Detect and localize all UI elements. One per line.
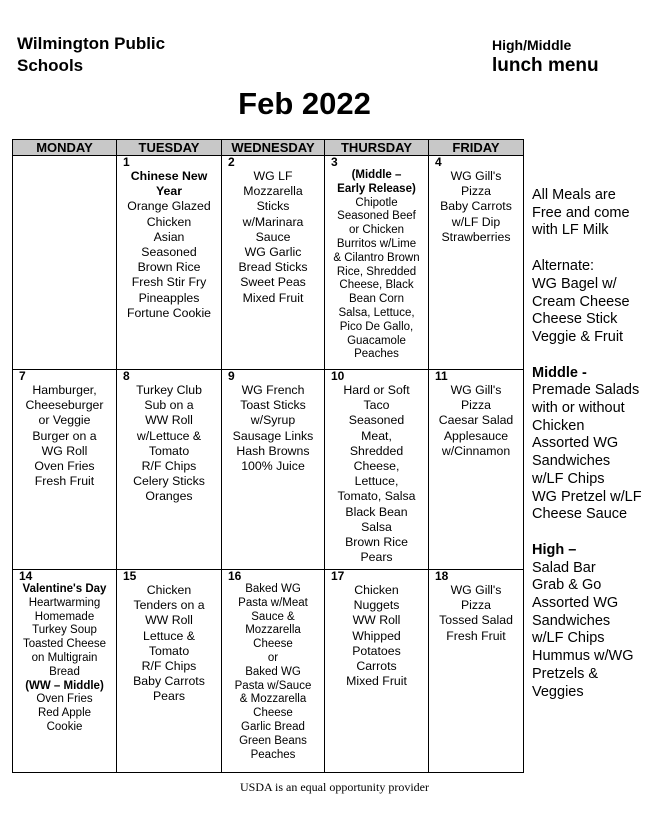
menu-item: Cookie — [46, 720, 83, 733]
menu-item: Fortune Cookie — [126, 305, 212, 320]
day-menu — [13, 570, 116, 735]
day-number: 9 — [228, 370, 235, 383]
weekday-header: MONDAY — [13, 140, 117, 156]
menu-item: Peaches — [250, 748, 296, 761]
menu-item: Chinese New — [130, 169, 208, 183]
menu-item: WW Roll — [145, 413, 193, 428]
menu-item: Pizza — [460, 184, 492, 199]
menu-type-line1: High/Middle — [492, 37, 572, 53]
menu-item: Baby Carrots — [133, 674, 205, 689]
month-title: Feb 2022 — [238, 86, 371, 121]
menu-item: Guacamole — [347, 334, 406, 347]
menu-item: R/F Chips — [141, 459, 197, 474]
day-number: 7 — [19, 370, 26, 383]
sidebar-line: WG Pretzel w/LF — [532, 488, 642, 505]
menu-item: Mozzarella — [243, 184, 303, 199]
menu-item: Oven Fries — [36, 693, 93, 706]
menu-item: Mozzarella — [245, 624, 301, 637]
menu-item: Oven Fries — [34, 459, 95, 474]
day-cell — [222, 370, 325, 570]
menu-item: Strawberries — [441, 229, 511, 244]
menu-item: Rice, Shredded — [336, 265, 417, 278]
menu-item: & Cilantro Brown — [333, 251, 420, 264]
menu-item: Potatoes — [352, 643, 401, 658]
menu-item: Mixed Fruit — [346, 674, 407, 689]
day-cell — [429, 156, 524, 370]
menu-item: Cheeseburger — [25, 398, 104, 413]
district-name-line1: Wilmington Public — [17, 34, 166, 53]
menu-item: Burger on a — [32, 428, 97, 443]
day-menu — [325, 370, 428, 565]
day-cell — [325, 570, 429, 773]
day-cell — [325, 156, 429, 370]
sidebar-line: with or without — [532, 400, 625, 417]
free-meals-note — [532, 187, 667, 240]
sidebar-line: Veggies — [532, 683, 584, 700]
menu-item: Burritos w/Lime — [336, 237, 417, 250]
day-cell — [13, 370, 117, 570]
sidebar-line: Cheese Sauce — [532, 506, 628, 523]
menu-item: Fresh Fruit — [446, 628, 506, 643]
menu-item: Shredded — [349, 443, 404, 458]
sidebar-line: Veggie & Fruit — [532, 328, 624, 345]
menu-item: Pico De Gallo, — [339, 320, 414, 333]
menu-item: Applesauce — [443, 428, 509, 443]
menu-item: Seasoned Beef — [337, 210, 416, 223]
menu-item: Brown Rice — [345, 535, 408, 550]
menu-item: WG Garlic — [244, 245, 302, 260]
menu-item: Bean Corn — [349, 293, 404, 306]
sidebar-line: Chicken — [532, 417, 585, 434]
day-cell — [117, 370, 222, 570]
menu-item: Nuggets — [353, 598, 400, 613]
day-number: 14 — [19, 570, 33, 583]
day-cell — [429, 570, 524, 773]
day-menu — [13, 370, 116, 489]
sidebar-line: Salad Bar — [532, 559, 596, 576]
menu-item: Salsa — [361, 519, 392, 534]
menu-item: Heartwarming — [28, 596, 101, 609]
day-cell — [13, 570, 117, 773]
high-options — [532, 560, 667, 702]
sidebar-line: Cream Cheese — [532, 293, 630, 310]
sidebar-line: All Meals are — [532, 187, 616, 203]
menu-item: Mixed Fruit — [242, 290, 304, 305]
menu-item: & Mozzarella — [239, 693, 307, 706]
day-cell — [222, 156, 325, 370]
sidebar-line: Alternate: — [532, 258, 595, 275]
menu-item: Pizza — [460, 598, 492, 613]
menu-item: Lettuce, — [354, 474, 399, 489]
menu-item: Sausage Links — [232, 428, 314, 443]
menu-item: Bread — [49, 665, 80, 678]
menu-item: Cheese — [253, 707, 293, 720]
menu-item: Sub on a — [144, 398, 194, 413]
day-menu — [429, 156, 523, 245]
middle-title: Middle - — [532, 364, 587, 381]
sidebar-line: with LF Milk — [532, 222, 609, 239]
menu-item: Garlic Bread — [241, 720, 305, 733]
sidebar-line: w/LF Chips — [532, 630, 605, 647]
menu-item: Chicken — [354, 583, 399, 597]
day-menu — [325, 156, 428, 362]
menu-item: Homemade — [34, 610, 95, 623]
meal-info-sidebar — [532, 187, 667, 701]
menu-item: Celery Sticks — [133, 474, 205, 489]
day-menu — [325, 570, 428, 689]
sidebar-line: Assorted WG — [532, 595, 619, 612]
day-number: 1 — [123, 156, 130, 169]
sidebar-line: Assorted WG — [532, 435, 619, 452]
menu-item: Pasta w/Sauce — [234, 679, 312, 692]
day-menu — [429, 370, 523, 459]
day-number: 3 — [331, 156, 338, 169]
menu-item: Tomato, Salsa — [337, 489, 416, 504]
menu-item: Fresh Fruit — [34, 474, 95, 489]
day-cell — [13, 156, 117, 370]
menu-item: Pears — [152, 689, 186, 704]
sidebar-line: Cheese Stick — [532, 311, 618, 328]
menu-item: w/Marinara — [242, 214, 304, 229]
menu-item: Orange Glazed — [127, 199, 211, 214]
day-number: 11 — [435, 370, 448, 383]
day-menu — [222, 156, 324, 306]
day-cell — [117, 570, 222, 773]
menu-item: Tossed Salad — [439, 613, 513, 628]
menu-type-line2: lunch menu — [492, 55, 599, 76]
menu-item: Sweet Peas — [240, 275, 306, 290]
day-menu — [117, 570, 221, 705]
menu-item: Salsa, Lettuce, — [338, 306, 415, 319]
menu-item: Fresh Stir Fry — [131, 275, 207, 290]
menu-item: WG Gill's — [450, 383, 502, 397]
day-number: 10 — [331, 370, 345, 383]
day-cell — [222, 570, 325, 773]
menu-item: w/Lettuce & — [136, 428, 202, 443]
menu-item: (WW – Middle) — [25, 679, 104, 692]
menu-item: Sticks — [256, 199, 290, 214]
menu-item: Peaches — [354, 348, 399, 361]
menu-item: Caesar Salad — [438, 413, 514, 428]
menu-item: Chicken — [146, 214, 192, 229]
menu-item: Cheese, — [353, 459, 400, 474]
day-number: 15 — [123, 570, 137, 583]
menu-item: w/Cinnamon — [441, 443, 511, 458]
menu-item: Black Bean — [345, 504, 408, 519]
menu-item: (Middle – — [351, 169, 402, 181]
menu-item: Seasoned — [348, 413, 405, 428]
middle-options — [532, 382, 667, 524]
menu-item: Pizza — [460, 398, 492, 413]
day-number: 4 — [435, 156, 442, 169]
sidebar-line: Grab & Go — [532, 577, 602, 594]
menu-item: or Veggie — [38, 413, 91, 428]
menu-item: WG Gill's — [450, 583, 502, 597]
menu-item: Sauce — [255, 229, 291, 244]
menu-item: Tomato — [148, 443, 190, 458]
menu-item: Bread Sticks — [238, 260, 308, 275]
weekday-header-row — [13, 140, 524, 156]
menu-item: WG Gill's — [450, 169, 502, 183]
menu-item: Hash Browns — [236, 443, 310, 458]
day-cell — [429, 370, 524, 570]
sidebar-line: w/LF Chips — [532, 470, 605, 487]
weekday-header: WEDNESDAY — [222, 140, 325, 156]
menu-item: Whipped — [352, 628, 401, 643]
menu-item: Meat, — [361, 428, 392, 443]
menu-item: Lettuce & — [143, 628, 195, 643]
menu-item: Baked WG — [245, 583, 301, 595]
sidebar-line: Hummus w/WG — [532, 648, 634, 665]
menu-item: Brown Rice — [137, 260, 201, 275]
week-row — [13, 156, 524, 370]
day-cell — [325, 370, 429, 570]
day-menu — [222, 570, 324, 762]
menu-item: Pasta w/Meat — [238, 596, 308, 609]
menu-item: Hamburger, — [32, 383, 97, 397]
menu-item: Asian — [153, 229, 185, 244]
district-name — [17, 33, 217, 77]
menu-item: WW Roll — [145, 613, 193, 628]
menu-item: Red Apple — [37, 707, 92, 720]
weekday-header: FRIDAY — [429, 140, 524, 156]
district-name-line2: Schools — [17, 56, 84, 75]
menu-item: Year — [156, 184, 182, 199]
menu-item: Seasoned — [141, 245, 197, 260]
day-number: 2 — [228, 156, 235, 169]
day-number: 8 — [123, 370, 130, 383]
day-menu — [117, 156, 221, 321]
menu-item: w/LF Dip — [451, 214, 501, 229]
menu-item: Pears — [360, 550, 393, 565]
menu-item: Baked WG — [245, 665, 301, 678]
menu-item: WG French — [241, 383, 305, 397]
week-row — [13, 370, 524, 570]
usda-footer: USDA is an equal opportunity provider — [240, 780, 429, 794]
day-number: 18 — [435, 570, 449, 583]
menu-item: w/Syrup — [250, 413, 296, 428]
day-menu — [429, 570, 523, 644]
menu-item: 100% Juice — [241, 459, 305, 474]
menu-item: WW Roll — [352, 613, 401, 628]
menu-item: WG LF — [253, 169, 293, 183]
menu-item: WG Roll — [41, 443, 88, 458]
menu-item: Turkey Soup — [32, 624, 97, 637]
menu-item: Cheese — [253, 638, 293, 651]
menu-item: Toast Sticks — [240, 398, 306, 413]
menu-item: Taco — [363, 398, 390, 413]
menu-item: Chicken — [146, 583, 192, 597]
menu-item: Turkey Club — [136, 383, 202, 397]
menu-item: Carrots — [356, 659, 397, 674]
sidebar-line: Free and come — [532, 204, 630, 221]
menu-item: on Multigrain — [31, 651, 98, 664]
menu-item: Sauce & — [251, 610, 295, 623]
menu-item: Toasted Cheese — [22, 638, 107, 651]
sidebar-line: Sandwiches — [532, 612, 611, 629]
menu-item: Chipotle — [355, 196, 398, 209]
menu-item: Oranges — [145, 489, 193, 504]
menu-item: Tomato — [148, 643, 190, 658]
menu-calendar — [12, 139, 524, 773]
day-number: 16 — [228, 570, 242, 583]
menu-item: Valentine's Day — [22, 583, 107, 595]
sidebar-line: Premade Salads — [532, 382, 640, 399]
menu-item: or Chicken — [349, 224, 404, 237]
menu-item: Hard or Soft — [343, 383, 410, 397]
menu-type — [492, 35, 599, 77]
alternate-options — [532, 258, 667, 347]
menu-item: or — [267, 651, 279, 664]
menu-item: Green Beans — [239, 734, 307, 747]
weekday-header: TUESDAY — [117, 140, 222, 156]
menu-item: Early Release) — [337, 182, 416, 195]
sidebar-line: WG Bagel w/ — [532, 275, 617, 292]
day-cell — [117, 156, 222, 370]
day-menu — [117, 370, 221, 505]
menu-item: Cheese, Black — [339, 279, 414, 292]
high-title: High – — [532, 541, 577, 558]
week-row — [13, 570, 524, 773]
menu-item: Tenders on a — [133, 598, 205, 613]
day-menu — [222, 370, 324, 474]
weekday-header: THURSDAY — [325, 140, 429, 156]
menu-item: Pineapples — [138, 290, 200, 305]
menu-item: R/F Chips — [141, 659, 197, 674]
sidebar-line: Pretzels & — [532, 665, 599, 682]
day-number: 17 — [331, 570, 345, 583]
menu-item: Baby Carrots — [440, 199, 512, 214]
sidebar-line: Sandwiches — [532, 453, 611, 470]
